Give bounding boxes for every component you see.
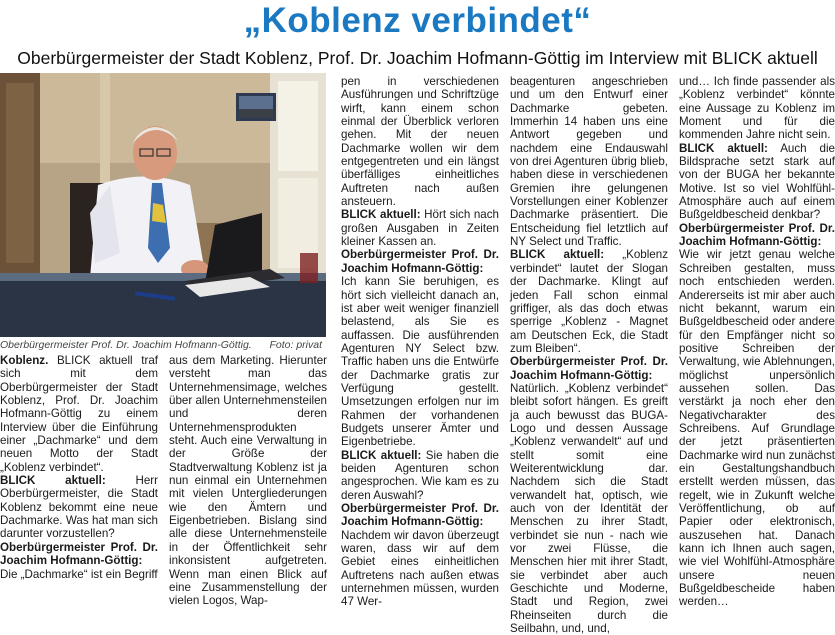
column-3 xyxy=(341,75,499,609)
column-2 xyxy=(169,354,327,608)
paragraph-text: Nachdem wir davon überzeugt waren, dass wir auf dem Gebiet eines einheitlichen Auftretens nach außen etwas unternehmen müssen, wurden 47 Wer- xyxy=(341,528,499,609)
speaker-label: Oberbürgermeister Prof. Dr. Joachim Hofmann-Göttig: xyxy=(679,221,835,249)
interview-photo xyxy=(0,73,326,337)
speaker-label: BLICK aktuell: xyxy=(679,141,768,155)
paragraph-text: Sie haben die beiden Agenturen schon angesprochen. Wie kam es zu deren Auswahl? xyxy=(341,448,499,502)
headline: „Koblenz verbindet“ xyxy=(243,1,592,40)
paragraph-text: und… Ich finde passender als „Koblenz verbindet“ könnte eine Aussage zu Koblenz im Moment und für die kommenden Jahre nicht sein. xyxy=(679,75,835,142)
paragraph-text: BLICK aktuell traf sich mit dem Oberbürgermeister der Stadt Koblenz, Prof. Dr. Joachim Hofmann-Göttig zu einem Interview über die Einführung einer „Dachmarke“ und dem neuen Motto der Stadt „Koblenz verbindet“. xyxy=(0,354,158,474)
caption-text: Oberbürgermeister Prof. Dr. Joachim Hofmann-Göttig. xyxy=(0,339,252,351)
paragraph-text: „Koblenz verbindet“ lautet der Slogan der Dachmarke. Klingt auf jeden Fall schon einmal griffiger, als das doch etwas sperrige „Koblenz - Magnet am Deutschen Eck, die Stadt zum Bleiben“. xyxy=(510,248,668,355)
paragraph-text: Hört sich nach großen Ausgaben in Zeiten kleiner Kassen an. xyxy=(341,208,499,249)
speaker-label: Oberbürgermeister Prof. Dr. Joachim Hofmann-Göttig: xyxy=(341,502,499,529)
speaker-label: Oberbürgermeister Prof. Dr. Joachim Hofmann-Göttig: xyxy=(0,540,158,568)
paragraph xyxy=(0,354,158,474)
paragraph-text: Wie wir jetzt genau welche Schreiben gestalten, muss noch entschieden werden. Andererseits ist mir aber auch nicht bekannt, warum ein Bußgeldbescheid oder andere für den Empfänger nicht so positive Schreiben der Verwaltung, wie Ablehnungen, möglichst unpersönlich aussehen sollen. Das verstärkt ja noch eher den Negativcharakter des Schreibens. Auf Grundlage der jetzt präsentierten Dachmarke wird nun zunächst ein Gestaltungshandbuch erstellt werden müssen, das regelt, wie in Zukunft welche Veröffentlichung, ob auf Papier oder elektronisch, auszusehen hat. Danach kann ich Ihnen auch sagen, wie viel Wohlfühl-Atmosphäre unsere neuen Bußgeldbescheide haben werden… xyxy=(679,248,835,609)
speaker-label: BLICK aktuell: xyxy=(341,448,422,462)
column-4 xyxy=(510,75,668,635)
paragraph xyxy=(510,248,668,355)
speaker-label: BLICK aktuell: xyxy=(341,208,421,222)
dateline: Koblenz. xyxy=(0,354,49,367)
paragraph-text: Auch die Bildsprache setzt stark auf von der BUGA her bekannte Motive. Ist so viel Wohlfühl-Atmosphäre auch auf einem Bußgeldbescheid denkbar? xyxy=(679,141,835,222)
speaker-label: Oberbürgermeister Prof. Dr. Joachim Hofmann-Göttig: xyxy=(510,355,668,382)
paragraph-text: Die „Dachmarke“ ist ein Begriff xyxy=(0,567,158,581)
subheadline: Oberbürgermeister der Stadt Koblenz, Prof. Dr. Joachim Hofmann-Göttig im Interview mit BLICK aktuell xyxy=(17,48,818,68)
paragraph xyxy=(679,142,835,222)
speaker-label: Oberbürgermeister Prof. Dr. Joachim Hofmann-Göttig: xyxy=(341,248,499,275)
paragraph xyxy=(0,474,158,541)
paragraph-text: Ich kann Sie beruhigen, es hört sich vielleicht danach an, ist aber weit weniger finanziell belastend, als Sie es auffassen. Die ausführenden Agenturen NY Select bzw. Traffic haben uns die Entwürfe der Dachmarke gratis zur Verfügung gestellt. Umsetzungen erfolgen nur im Rahmen der vorhandenen Budgets unserer Ämter und Eigenbetriebe. xyxy=(341,275,499,449)
column-5 xyxy=(679,75,835,609)
speaker-label: BLICK aktuell: xyxy=(510,248,605,262)
paragraph-text: Natürlich. „Koblenz verbindet“ bleibt sofort hängen. Es greift ja auch bewusst das BUGA-Logo und dessen Aussage „Koblenz verwandelt“ auf und stellt somit eine Weiterentwicklung dar. Nachdem sich die Stadt verwandelt hat, optisch, wie auch von der Identität der Menschen zu ihrer Stadt, verbindet sie nun - nach wie vor zwei Flüsse, die Menschen hier mit ihrer Stadt, sie verbindet aber auch Geschichte und Moderne, Stadt und Region, zwei Rheinseiten durch die Seilbahn, und, und, xyxy=(510,381,668,635)
paragraph-text: Herr Oberbürgermeister, die Stadt Koblenz bekommt eine neue Dachmarke. Was hat man sich darunter vorzustellen? xyxy=(0,474,158,541)
paragraph xyxy=(341,208,499,248)
paragraph-text: aus dem Marketing. Hierunter versteht man das Unternehmensimage, welches über allen Unternehmensteilen und deren Unternehmensprodukten steht. Auch eine Verwaltung in der Größe der Stadtverwaltung Koblenz ist ja nun einmal ein Unternehmen mit vielen Untergliederungen wie den Ämtern und Eigenbetrieben. Bislang sind alle diese Unternehmensteile in der Öffentlichkeit sehr inkonsistent aufgetreten. Wenn man einen Blick auf eine Zusammenstellung der vielen Logos, Wap- xyxy=(169,354,327,608)
paragraph-text: beagenturen angeschrieben und um den Entwurf einer Dachmarke gebeten. Immerhin 14 haben uns eine Antwort gegeben und nachdem eine Endauswahl von drei Agenturen übrig blieb, haben diese in verschiedenen Gremien ihre gelungenen Vorstellungen einer Koblenzer Dachmarke präsentiert. Die Entscheidung fiel letztlich auf NY Select und Traffic. xyxy=(510,75,668,249)
photo-credit: Foto: privat xyxy=(269,339,322,351)
paragraph-text: pen in verschiedenen Ausführungen und Schriftzüge wirft, kann einem schon einmal der Überblick verloren gehen. Mit der neuen Dachmarke wollen wir dem entgegentreten und ein längst überfälliges einheitliches Auftreten nach außen ansteuern. xyxy=(341,75,499,209)
paragraph xyxy=(341,449,499,502)
speaker-label: BLICK aktuell: xyxy=(0,474,106,488)
photo-caption xyxy=(0,339,326,352)
column-1 xyxy=(0,354,158,581)
